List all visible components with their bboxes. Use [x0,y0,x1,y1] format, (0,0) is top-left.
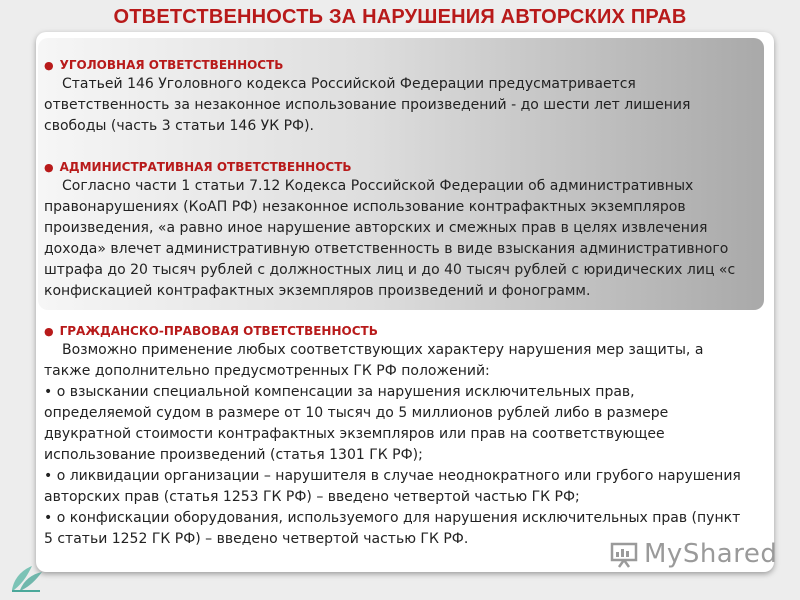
text-line: 5 статьи 1252 ГК РФ) – введено четвертой частью ГК РФ. [44,531,469,547]
text-line: конфискацией контрафактных экземпляров произведений и фонограмм. [44,283,591,299]
text-line: свободы (часть 3 статьи 146 УК РФ). [44,118,315,134]
text-line: • о ликвидации организации – нарушителя в случае неоднократного или грубого нарушения [44,468,741,484]
corner-leaf-logo [8,560,48,594]
heading-text: АДМИНИСТРАТИВНАЯ ОТВЕТСТВЕННОСТЬ [59,160,352,174]
text-line: авторских прав (статья 1253 ГК РФ) – введено четвертой частью ГК РФ; [44,489,580,505]
section-heading [44,322,764,340]
section-administrative [44,158,764,302]
text-line: • о взыскании специальной компенсации за нарушения исключительных прав, [44,384,635,400]
text-line: Статьей 146 Уголовного кодекса Российской Федерации предусматривается [62,76,636,92]
watermark-text: MyShared [644,539,778,569]
section-criminal [44,56,764,137]
text-line: ответственность за незаконное использование произведений - до шести лет лишения [44,97,691,113]
bullet-icon: ● [44,59,54,72]
text-line: двукратной стоимости контрафактных экземпляров или прав на соответствующее [44,426,665,442]
text-line: определяемой судом в размере от 10 тысяч до 5 миллионов рублей либо в размере [44,405,669,421]
text-line: также дополнительно предусмотренных ГК РФ положений: [44,363,490,379]
text-line: Согласно части 1 статьи 7.12 Кодекса Российской Федерации об административных [62,178,694,194]
text-line: • о конфискации оборудования, используемого для нарушения исключительных прав (пункт [44,510,741,526]
text-line: использование произведений (статья 1301 ГК РФ); [44,447,423,463]
text-line: произведения, «а равно иное нарушение авторских и смежных прав в целях извлечения [44,220,708,236]
section-civil [44,322,764,550]
text-line: дохода» влечет административную ответственность в виде взыскания административного [44,241,729,257]
bullet-icon: ● [44,325,54,338]
text-line: Возможно применение любых соответствующих характеру нарушения мер защиты, а [62,342,704,358]
section-heading [44,56,764,74]
presentation-board-icon [610,540,638,568]
slide-title: ОТВЕТСТВЕННОСТЬ ЗА НАРУШЕНИЯ АВТОРСКИХ ПРАВ [113,6,687,28]
section-heading [44,158,764,176]
bullet-icon: ● [44,161,54,174]
text-line: правонарушениях (КоАП РФ) незаконное использование контрафактных экземпляров [44,199,686,215]
heading-text: УГОЛОВНАЯ ОТВЕТСТВЕННОСТЬ [59,58,284,72]
myshared-watermark [610,537,777,571]
heading-text: ГРАЖДАНСКО-ПРАВОВАЯ ОТВЕТСТВЕННОСТЬ [59,324,378,338]
text-line: штрафа до 20 тысяч рублей с должностных лиц и до 40 тысяч рублей с юридических лиц «с [44,262,736,278]
